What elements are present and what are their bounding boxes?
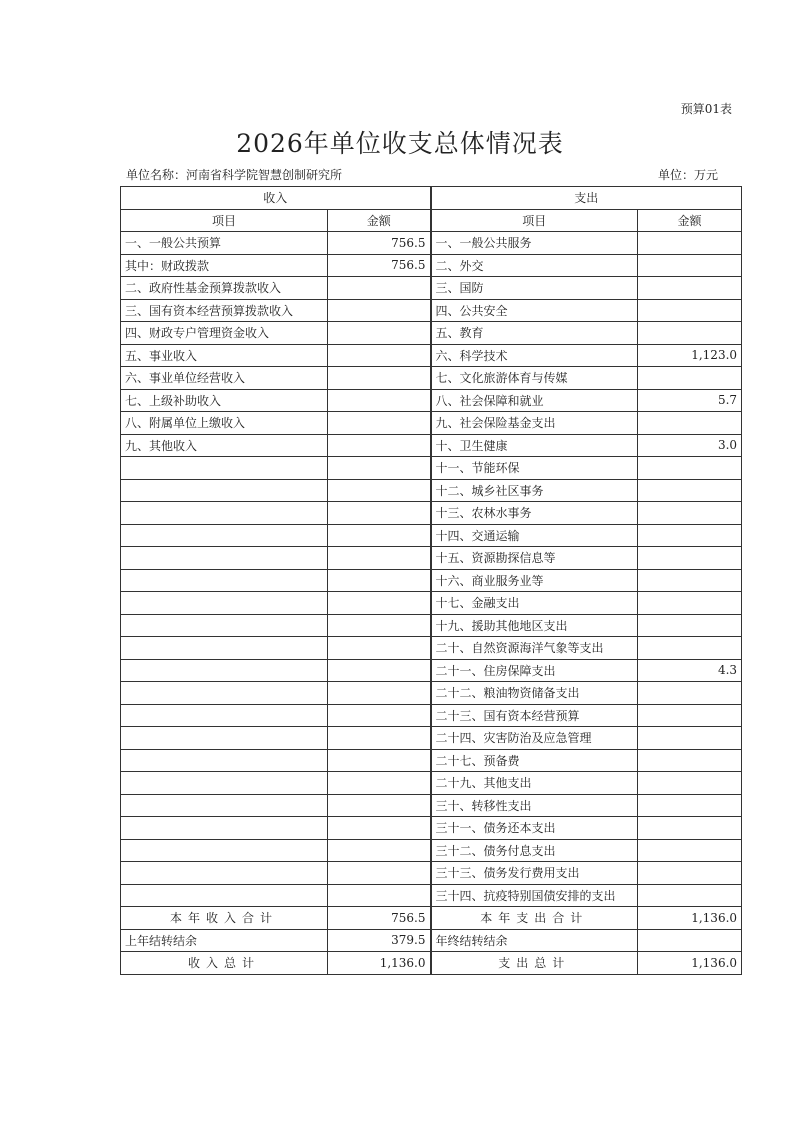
expense-total-label: 支出总计 [431,952,638,975]
income-item: 一、一般公共预算 [121,232,328,255]
income-subtotal-value: 756.5 [328,907,431,930]
table-row [121,592,742,615]
table-row [121,704,742,727]
expense-amount [638,704,742,727]
expense-amount-header: 金额 [638,209,742,232]
expense-item: 二十一、住房保障支出 [431,659,638,682]
table-row [121,434,742,457]
subtotal-row [121,907,742,930]
expense-amount [638,524,742,547]
income-item: 六、事业单位经营收入 [121,367,328,390]
income-item [121,592,328,615]
expense-item: 二十四、灾害防治及应急管理 [431,727,638,750]
expense-amount: 5.7 [638,389,742,412]
expense-total-value: 1,136.0 [638,952,742,975]
income-amount [328,614,431,637]
expense-item: 三十二、债务付息支出 [431,839,638,862]
income-amount [328,299,431,322]
expense-amount [638,569,742,592]
expense-item: 十一、节能环保 [431,457,638,480]
expense-item: 三十、转移性支出 [431,794,638,817]
expense-amount [638,479,742,502]
income-amount [328,479,431,502]
expense-amount [638,794,742,817]
income-amount-header: 金额 [328,209,431,232]
expense-amount [638,232,742,255]
expense-amount [638,839,742,862]
expense-amount [638,862,742,885]
income-amount [328,772,431,795]
table-row [121,232,742,255]
expense-item: 三、国防 [431,277,638,300]
expense-item: 三十四、抗疫特别国债安排的支出 [431,884,638,907]
income-amount [328,727,431,750]
page-title: 2026年单位收支总体情况表 [236,129,564,158]
unit-label: 单位：万元 [657,168,718,182]
table-row [121,659,742,682]
table-row [121,502,742,525]
income-amount [328,569,431,592]
income-amount [328,434,431,457]
year-end-label: 年终结转结余 [431,929,638,952]
expense-amount [638,412,742,435]
income-item [121,524,328,547]
income-item: 九、其他收入 [121,434,328,457]
table-row [121,322,742,345]
income-item [121,479,328,502]
expense-amount [638,682,742,705]
table-row [121,637,742,660]
income-item: 八、附属单位上缴收入 [121,412,328,435]
income-amount [328,367,431,390]
expense-amount [638,592,742,615]
income-amount [328,749,431,772]
expense-amount [638,502,742,525]
expense-item: 二十二、粮油物资储备支出 [431,682,638,705]
section-header-row [121,187,742,210]
table-row [121,682,742,705]
table-row [121,254,742,277]
expense-header: 支出 [431,187,742,210]
income-amount [328,389,431,412]
income-item [121,682,328,705]
table-row [121,524,742,547]
income-item: 三、国有资本经营预算拨款收入 [121,299,328,322]
income-amount [328,524,431,547]
table-row [121,457,742,480]
budget-table [120,186,742,975]
expense-amount [638,299,742,322]
table-row [121,772,742,795]
table-row [121,839,742,862]
income-item: 二、政府性基金预算拨款收入 [121,277,328,300]
expense-amount [638,322,742,345]
expense-subtotal-label: 本年支出合计 [431,907,638,930]
income-item: 其中：财政拨款 [121,254,328,277]
income-item: 七、上级补助收入 [121,389,328,412]
income-item [121,839,328,862]
expense-item: 六、科学技术 [431,344,638,367]
year-end-value [638,929,742,952]
table-row [121,794,742,817]
income-item-header: 项目 [121,209,328,232]
expense-amount [638,614,742,637]
expense-amount [638,547,742,570]
table-row [121,884,742,907]
income-amount [328,412,431,435]
expense-item: 七、文化旅游体育与传媒 [431,367,638,390]
income-amount [328,884,431,907]
income-amount [328,659,431,682]
income-total-label: 收入总计 [121,952,328,975]
expense-item: 十七、金融支出 [431,592,638,615]
expense-item: 十、卫生健康 [431,434,638,457]
expense-amount [638,254,742,277]
income-amount [328,817,431,840]
expense-amount [638,277,742,300]
table-row [121,569,742,592]
income-amount [328,344,431,367]
table-row [121,614,742,637]
income-amount: 756.5 [328,232,431,255]
expense-amount: 3.0 [638,434,742,457]
expense-item: 三十一、债务还本支出 [431,817,638,840]
income-amount: 756.5 [328,254,431,277]
carryover-row [121,929,742,952]
expense-amount [638,457,742,480]
table-row [121,749,742,772]
income-amount [328,547,431,570]
income-item [121,884,328,907]
income-amount [328,502,431,525]
table-row [121,277,742,300]
expense-item: 十九、援助其他地区支出 [431,614,638,637]
expense-item: 三十三、债务发行费用支出 [431,862,638,885]
income-amount [328,457,431,480]
income-amount [328,794,431,817]
income-amount [328,277,431,300]
column-header-row [121,209,742,232]
expense-amount [638,367,742,390]
income-item [121,749,328,772]
unit-name: 单位名称：河南省科学院智慧创制研究所 [126,168,343,182]
expense-item: 八、社会保障和就业 [431,389,638,412]
income-item [121,794,328,817]
expense-amount [638,727,742,750]
table-row [121,547,742,570]
table-row [121,344,742,367]
expense-item: 十三、农林水事务 [431,502,638,525]
income-item [121,614,328,637]
expense-item: 十六、商业服务业等 [431,569,638,592]
income-item: 五、事业收入 [121,344,328,367]
expense-item: 十五、资源勘探信息等 [431,547,638,570]
table-row [121,412,742,435]
expense-item: 二十九、其他支出 [431,772,638,795]
income-item [121,637,328,660]
income-item [121,862,328,885]
expense-amount: 4.3 [638,659,742,682]
income-item [121,727,328,750]
income-amount [328,592,431,615]
income-item [121,502,328,525]
table-row [121,727,742,750]
expense-item-header: 项目 [431,209,638,232]
table-row [121,299,742,322]
expense-item: 四、公共安全 [431,299,638,322]
income-amount [328,704,431,727]
expense-amount [638,637,742,660]
expense-subtotal-value: 1,136.0 [638,907,742,930]
expense-amount: 1,123.0 [638,344,742,367]
total-row [121,952,742,975]
expense-amount [638,817,742,840]
expense-item: 十二、城乡社区事务 [431,479,638,502]
table-row [121,479,742,502]
carryover-label: 上年结转结余 [121,929,328,952]
table-row [121,862,742,885]
income-amount [328,322,431,345]
table-row [121,389,742,412]
income-subtotal-label: 本年收入合计 [121,907,328,930]
income-item [121,569,328,592]
income-item [121,772,328,795]
income-header: 收入 [121,187,431,210]
income-item: 四、财政专户管理资金收入 [121,322,328,345]
form-code: 预算01表 [680,102,732,116]
income-amount [328,839,431,862]
expense-item: 九、社会保险基金支出 [431,412,638,435]
expense-item: 二十七、预备费 [431,749,638,772]
carryover-value: 379.5 [328,929,431,952]
expense-amount [638,749,742,772]
income-item [121,547,328,570]
income-item [121,817,328,840]
income-item [121,704,328,727]
income-item [121,457,328,480]
expense-item: 二、外交 [431,254,638,277]
income-amount [328,862,431,885]
expense-item: 十四、交通运输 [431,524,638,547]
income-amount [328,682,431,705]
expense-item: 五、教育 [431,322,638,345]
expense-amount [638,772,742,795]
expense-item: 一、一般公共服务 [431,232,638,255]
expense-amount [638,884,742,907]
income-total-value: 1,136.0 [328,952,431,975]
income-amount [328,637,431,660]
expense-item: 二十、自然资源海洋气象等支出 [431,637,638,660]
table-row [121,367,742,390]
income-item [121,659,328,682]
expense-item: 二十三、国有资本经营预算 [431,704,638,727]
table-row [121,817,742,840]
